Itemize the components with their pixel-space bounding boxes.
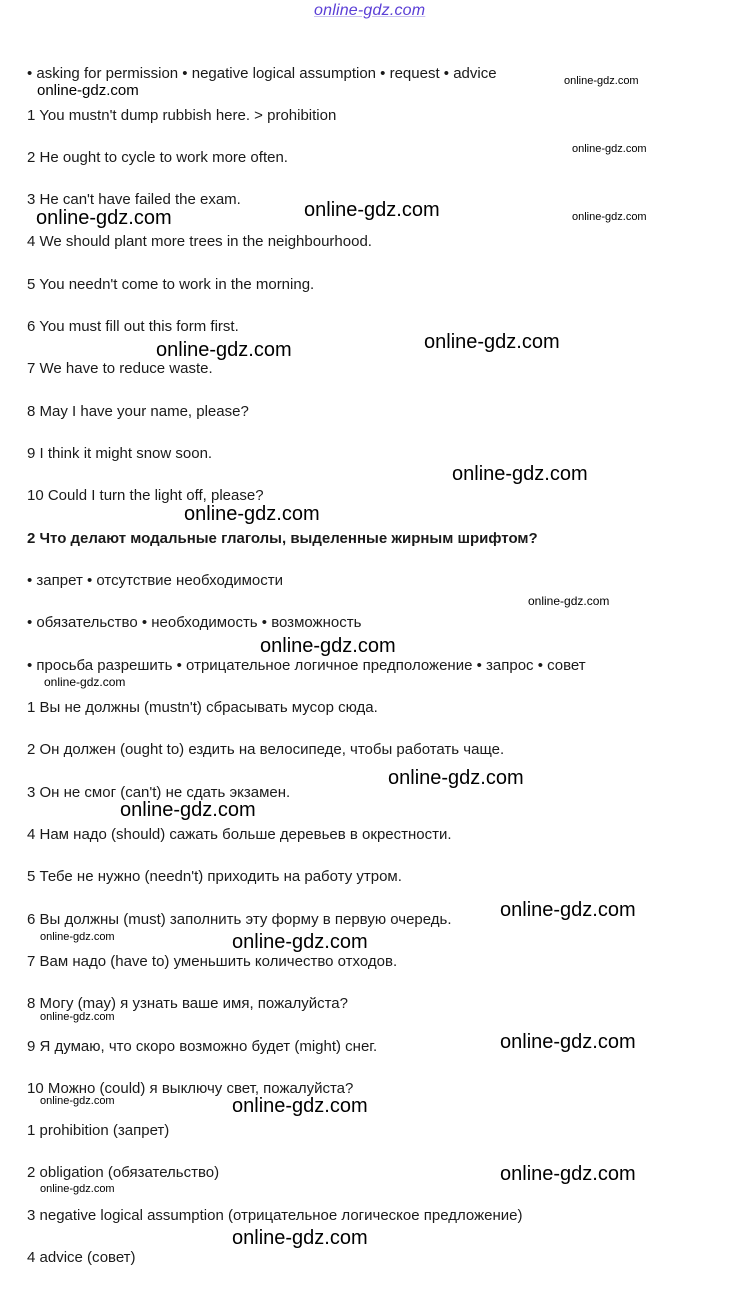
watermark: online-gdz.com (500, 1031, 636, 1053)
sentence-3: 3 He can't have failed the exam. (27, 191, 241, 208)
watermark: online-gdz.com (40, 931, 115, 943)
section-heading: 2 Что делают модальные глаголы, выделенные жирным шрифтом? (27, 530, 538, 547)
watermark: online-gdz.com (424, 331, 560, 353)
answer-2: 2 obligation (обязательство) (27, 1164, 220, 1181)
watermark: online-gdz.com (500, 899, 636, 921)
answer-3: 3 negative logical assumption (отрицательное логическое предложение) (27, 1207, 523, 1224)
translation-9: 9 Я думаю, что скоро возможно будет (might) снег. (27, 1038, 378, 1055)
answer-4: 4 advice (совет) (27, 1249, 136, 1266)
sentence-4: 4 We should plant more trees in the neighbourhood. (27, 233, 372, 250)
watermark: online-gdz.com (44, 675, 126, 689)
watermark: online-gdz.com (232, 931, 368, 953)
translation-8: 8 Могу (may) я узнать ваше имя, пожалуйста? (27, 995, 348, 1012)
translation-7: 7 Вам надо (have to) уменьшить количество отходов. (27, 953, 398, 970)
watermark: online-gdz.com (572, 143, 647, 155)
translation-5: 5 Тебе не нужно (needn't) приходить на работу утром. (27, 868, 402, 885)
watermark: online-gdz.com (572, 211, 647, 223)
site-logo: online-gdz.com (314, 2, 426, 19)
categories-line: • asking for permission • negative logical assumption • request • advice (27, 65, 497, 82)
category-line-2: • обязательство • необходимость • возможность (27, 614, 362, 631)
watermark: online-gdz.com (184, 503, 320, 525)
translation-3: 3 Он не смог (can't) не сдать экзамен. (27, 784, 291, 801)
watermark: online-gdz.com (452, 463, 588, 485)
category-line-1: • запрет • отсутствие необходимости (27, 572, 283, 589)
watermark: online-gdz.com (40, 1011, 115, 1023)
sentence-1: 1 You mustn't dump rubbish here. > prohibition (27, 107, 337, 124)
watermark: online-gdz.com (500, 1163, 636, 1185)
watermark: online-gdz.com (388, 767, 524, 789)
watermark: online-gdz.com (40, 1183, 115, 1195)
sentence-8: 8 May I have your name, please? (27, 403, 249, 420)
watermark: online-gdz.com (120, 799, 256, 821)
translation-1: 1 Вы не должны (mustn't) сбрасывать мусор сюда. (27, 699, 378, 716)
sentence-7: 7 We have to reduce waste. (27, 360, 213, 377)
watermark: online-gdz.com (304, 199, 440, 221)
sentence-2: 2 He ought to cycle to work more often. (27, 149, 288, 166)
sentence-9: 9 I think it might snow soon. (27, 445, 213, 462)
sentence-5: 5 You needn't come to work in the morning. (27, 276, 315, 293)
watermark: online-gdz.com (37, 82, 139, 99)
watermark: online-gdz.com (36, 207, 172, 229)
sentence-10: 10 Could I turn the light off, please? (27, 487, 264, 504)
translation-2: 2 Он должен (ought to) ездить на велосипеде, чтобы работать чаще. (27, 741, 505, 758)
watermark: online-gdz.com (156, 339, 292, 361)
answer-1: 1 prohibition (запрет) (27, 1122, 170, 1139)
sentence-6: 6 You must fill out this form first. (27, 318, 239, 335)
watermark: online-gdz.com (232, 1095, 368, 1117)
translation-6: 6 Вы должны (must) заполнить эту форму в первую очередь. (27, 911, 452, 928)
watermark: online-gdz.com (260, 635, 396, 657)
category-line-3: • просьба разрешить • отрицательное логичное предположение • запрос • совет (27, 657, 586, 674)
watermark: online-gdz.com (40, 1095, 115, 1107)
translation-4: 4 Нам надо (should) сажать больше деревьев в окрестности. (27, 826, 452, 843)
watermark: online-gdz.com (528, 594, 610, 608)
translation-10: 10 Можно (could) я выключу свет, пожалуйста? (27, 1080, 354, 1097)
watermark: online-gdz.com (564, 75, 639, 87)
watermark: online-gdz.com (232, 1227, 368, 1249)
